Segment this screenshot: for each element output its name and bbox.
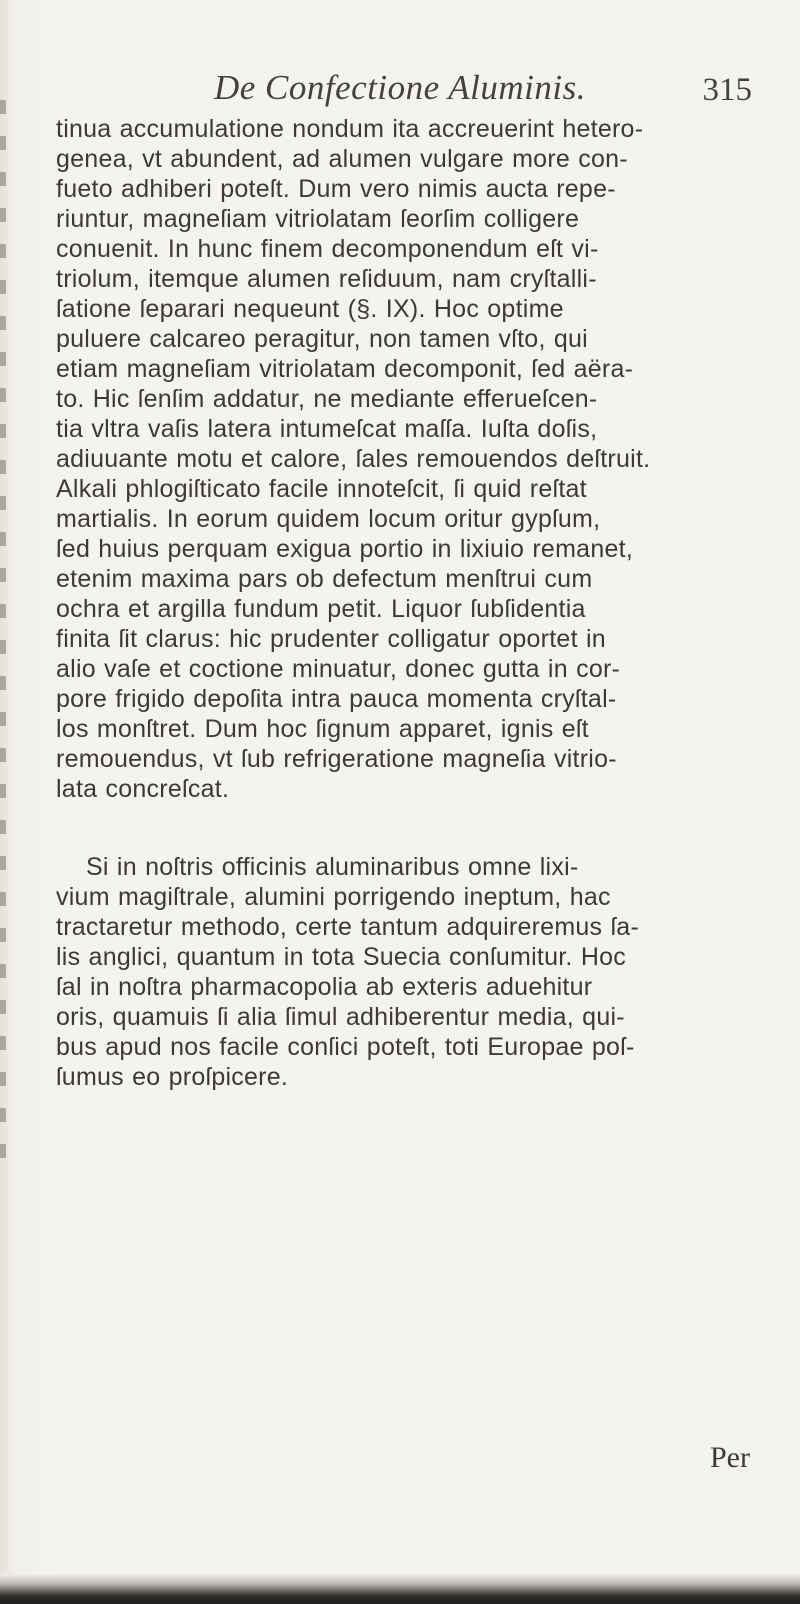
running-title: De Confectione Aluminis.: [214, 68, 586, 107]
text-line: alio vaſe et coctione minuatur, donec gutta in cor-: [56, 655, 621, 683]
text-line: triolum, itemque alumen reſiduum, nam cryſtalli-: [56, 265, 597, 293]
text-line: ſumus eo proſpicere.: [56, 1063, 289, 1091]
text-line: lis anglici, quantum in tota Suecia conſumitur. Hoc: [56, 943, 627, 971]
text-line: oris, quamuis ſi alia ſimul adhiberentur media, qui-: [56, 1003, 625, 1031]
catchword: Per: [710, 1441, 750, 1474]
text-line: conuenit. In hunc finem decomponendum eſt vi-: [56, 235, 599, 263]
text-line: genea, vt abundent, ad alumen vulgare more con-: [56, 145, 628, 173]
text-line: ſal in noſtra pharmacopolia ab exteris aduehitur: [56, 973, 593, 1001]
text-line: martialis. In eorum quidem locum oritur gypſum,: [56, 505, 601, 533]
text-line: lata concreſcat.: [56, 775, 230, 803]
text-line: remouendus, vt ſub refrigeratione magneſia vitrio-: [56, 745, 617, 773]
text-line: etiam magneſiam vitriolatam decomponit, ſed aëra-: [56, 355, 634, 383]
text-line: pore frigido depoſita intra pauca momenta cryſtal-: [56, 685, 617, 713]
page-number: 315: [702, 72, 752, 108]
paragraph-1: [56, 114, 772, 804]
binding-gutter: [0, 100, 6, 1180]
page-header: [0, 68, 800, 118]
text-line: Si in noſtris officinis aluminaribus omne lixi-: [86, 853, 579, 881]
text-line: vium magiſtrale, alumini porrigendo ineptum, hac: [56, 883, 611, 911]
text-line: ſatione ſeparari nequeunt (§. IX). Hoc optime: [56, 295, 564, 323]
paragraph-gap: [56, 804, 772, 852]
text-line: etenim maxima pars ob defectum menſtrui cum: [56, 565, 593, 593]
text-line: bus apud nos facile conſici poteſt, toti Europae poſ-: [56, 1033, 635, 1061]
text-line: ſed huius perquam exigua portio in lixiuio remanet,: [56, 535, 634, 563]
text-line: Alkali phlogiſticato facile innoteſcit, ſi quid reſtat: [56, 475, 587, 503]
text-line: tractaretur methodo, certe tantum adquireremus ſa-: [56, 913, 640, 941]
body-text: [56, 114, 772, 1092]
text-line: tinua accumulatione nondum ita accreuerint hetero-: [56, 115, 644, 143]
text-line: finita ſit clarus: hic prudenter colligatur oportet in: [56, 625, 606, 653]
text-line: ochra et argilla fundum petit. Liquor ſubſidentia: [56, 595, 586, 623]
paragraph-2: [56, 852, 772, 1092]
text-line: riuntur, magneſiam vitriolatam ſeorſim colligere: [56, 205, 580, 233]
scan-edge: [0, 1574, 800, 1604]
text-line: los monſtret. Dum hoc ſignum apparet, ignis eſt: [56, 715, 589, 743]
text-line: fueto adhiberi poteſt. Dum vero nimis aucta repe-: [56, 175, 616, 203]
text-line: tia vltra vaſis latera intumeſcat maſſa. Iuſta doſis,: [56, 415, 598, 443]
text-line: puluere calcareo peragitur, non tamen vſto, qui: [56, 325, 588, 353]
text-line: to. Hic ſenſim addatur, ne mediante efferueſcen-: [56, 385, 598, 413]
text-line: adiuuante motu et calore, ſales remouendos deſtruit.: [56, 445, 651, 473]
